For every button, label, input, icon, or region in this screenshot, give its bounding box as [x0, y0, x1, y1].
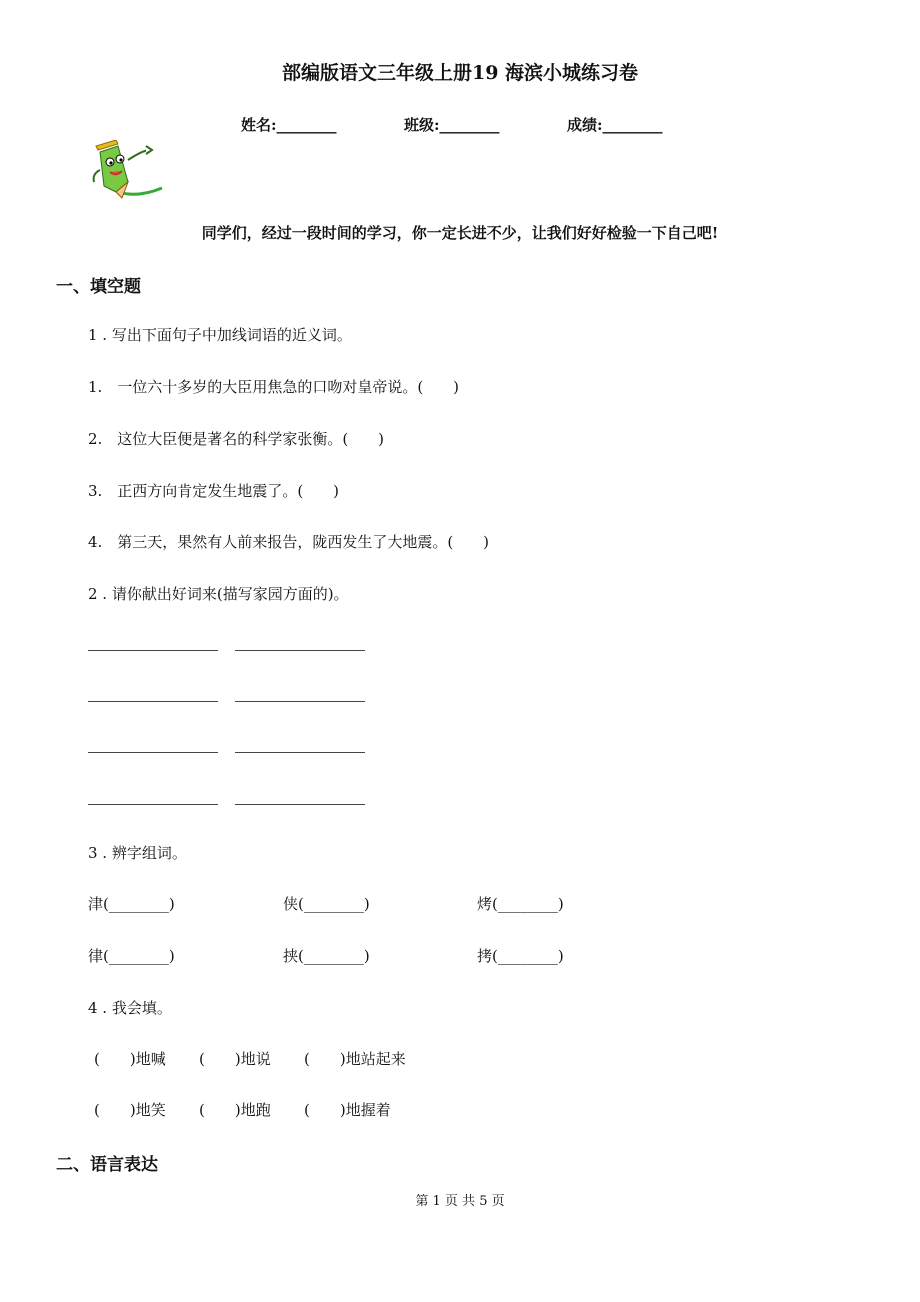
q3-answer[interactable]: 挟(________)	[283, 947, 370, 965]
page-title: 部编版语文三年级上册19 海滨小城练习卷	[281, 62, 639, 84]
score-field[interactable]: 成绩:________	[567, 116, 663, 134]
page-footer: 第 1 页 共 5 页	[415, 1194, 505, 1209]
q4-answer[interactable]: ( )地握着	[304, 1101, 391, 1119]
q3-answer[interactable]: 津(________)	[88, 895, 175, 913]
q4-answer[interactable]: ( )地笑	[94, 1101, 166, 1119]
pencil-mascot-icon	[88, 140, 166, 202]
q1-prompt: 1 . 写出下面句子中加线词语的近义词。	[88, 326, 352, 344]
q1-item-4: 4. 第三天，果然有人前来报告，陇西发生了大地震。( )	[88, 533, 490, 551]
answer-line[interactable]	[88, 752, 218, 753]
answer-line[interactable]	[235, 701, 365, 702]
name-field[interactable]: 姓名:________	[241, 116, 337, 134]
q1-item-2: 2. 这位大臣便是著名的科学家张衡。( )	[88, 430, 385, 448]
q3-answer[interactable]: 律(________)	[88, 947, 175, 965]
q3-answer[interactable]: 侠(________)	[283, 895, 370, 913]
answer-line[interactable]	[88, 804, 218, 805]
q3-answer[interactable]: 烤(________)	[477, 895, 564, 913]
q4-answer[interactable]: ( )地站起来	[304, 1050, 406, 1068]
q4-prompt: 4 . 我会填。	[88, 999, 172, 1017]
q4-answer[interactable]: ( )地喊	[94, 1050, 166, 1068]
section2-heading: 二、语言表达	[56, 1155, 158, 1175]
class-field[interactable]: 班级:________	[404, 116, 500, 134]
answer-line[interactable]	[235, 752, 365, 753]
q1-item-3: 3. 正西方向肯定发生地震了。( )	[88, 482, 340, 500]
answer-line[interactable]	[235, 650, 365, 651]
answer-line[interactable]	[88, 650, 218, 651]
q2-prompt: 2 . 请你献出好词来(描写家园方面的)。	[88, 585, 349, 603]
q4-answer[interactable]: ( )地说	[199, 1050, 271, 1068]
answer-line[interactable]	[235, 804, 365, 805]
section1-heading: 一、填空题	[56, 277, 141, 297]
intro-text: 同学们，经过一段时间的学习，你一定长进不少，让我们好好检验一下自己吧!	[201, 224, 719, 242]
q3-answer[interactable]: 拷(________)	[477, 947, 564, 965]
q3-prompt: 3 . 辨字组词。	[88, 844, 187, 862]
q1-item-1: 1. 一位六十多岁的大臣用焦急的口吻对皇帝说。( )	[88, 378, 460, 396]
q4-answer[interactable]: ( )地跑	[199, 1101, 271, 1119]
answer-line[interactable]	[88, 701, 218, 702]
